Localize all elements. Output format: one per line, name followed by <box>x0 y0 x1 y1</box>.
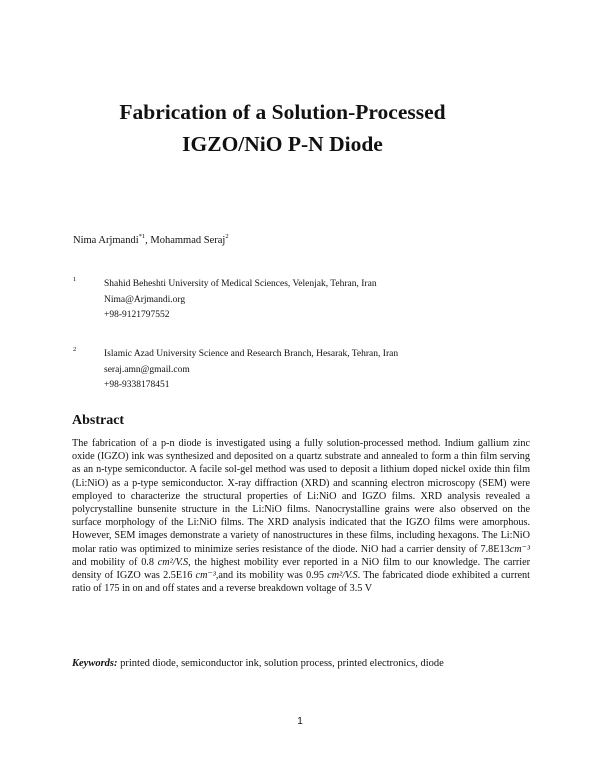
affiliation-institution: Islamic Azad University Science and Research Branch, Hesarak, Tehran, Iran <box>104 349 399 359</box>
page-number: 1 <box>297 716 303 727</box>
title-line-1: Fabrication of a Solution-Processed <box>119 100 446 124</box>
unit-formula: cm²/V.S <box>327 570 358 582</box>
keywords-text: printed diode, semiconductor ink, solution process, printed electronics, diode <box>117 658 444 669</box>
affiliation-number: 2 <box>73 346 77 353</box>
unit-formula: cm⁻³ <box>509 543 530 555</box>
affiliation-institution: Shahid Beheshti University of Medical Sciences, Velenjak, Tehran, Iran <box>104 279 377 289</box>
author-list <box>73 233 229 246</box>
affiliation-email: seraj.amn@gmail.com <box>104 364 190 375</box>
abstract-text: The fabrication of a p-n diode is investigated using a fully solution-processed method. Indium gallium zinc oxide (IGZO) ink was synthesized and deposited on a quartz substrate and annealed to form a thin film serving as an n-type semiconductor. A facile sol-gel method was used to deposit a lithium doped nickel oxide thin film (Li:NiO) as a p-type semiconductor. X-ray diffraction (XRD) and scanning electron microscopy (SEM) were employed to characterize the structural properties of Li:NiO and IGZO films. XRD analysis revealed a polycrystalline bunsenite structure in the Li:NiO films. Nanocrystalline grains were also observed on the surface morphology of the Li:NiO films. The XRD analysis indicated that the IGZO films were amorphous. However, SEM images demonstrate a variety of nanostructures in these films, including hexagons. The Li:NiO molar ratio was optimized to minimize series resistance of the diode. NiO had a carrier density of 7.8E13 <box>72 438 530 555</box>
author-superscript: *1 <box>138 233 146 240</box>
abstract-text: ,and its mobility was 0.95 <box>215 570 328 582</box>
abstract-body <box>72 437 530 595</box>
abstract-text: . The fabricated diode exhibited a current ratio of 175 in on and off states and a reverse breakdown voltage of 3.5 V <box>72 570 530 595</box>
unit-formula: cm⁻³ <box>195 570 216 582</box>
paper-title <box>40 96 525 160</box>
affiliation-number: 1 <box>73 276 77 283</box>
title-line-2: IGZO/NiO P-N Diode <box>182 132 383 156</box>
author-name: Nima Arjmandi <box>73 235 139 246</box>
affiliation-phone: +98-9338178451 <box>104 380 170 390</box>
author-name: Mohammad Seraj <box>150 235 226 246</box>
affiliation-phone: +98-9121797552 <box>104 310 170 320</box>
author-superscript: 2 <box>225 233 229 240</box>
keywords-line <box>72 658 444 669</box>
affiliation-email: Nima@Arjmandi.org <box>104 294 186 305</box>
keywords-label: Keywords: <box>72 658 118 669</box>
author-separator: , <box>145 235 151 246</box>
unit-formula: cm²/V.S <box>157 556 189 568</box>
abstract-text: and mobility of 0.8 <box>72 556 158 568</box>
abstract-heading: Abstract <box>72 413 125 428</box>
abstract-text: , the highest mobility ever reported in a NiO film to our knowledge. The carrier density of IGZO was 2.5E16 <box>72 556 530 582</box>
